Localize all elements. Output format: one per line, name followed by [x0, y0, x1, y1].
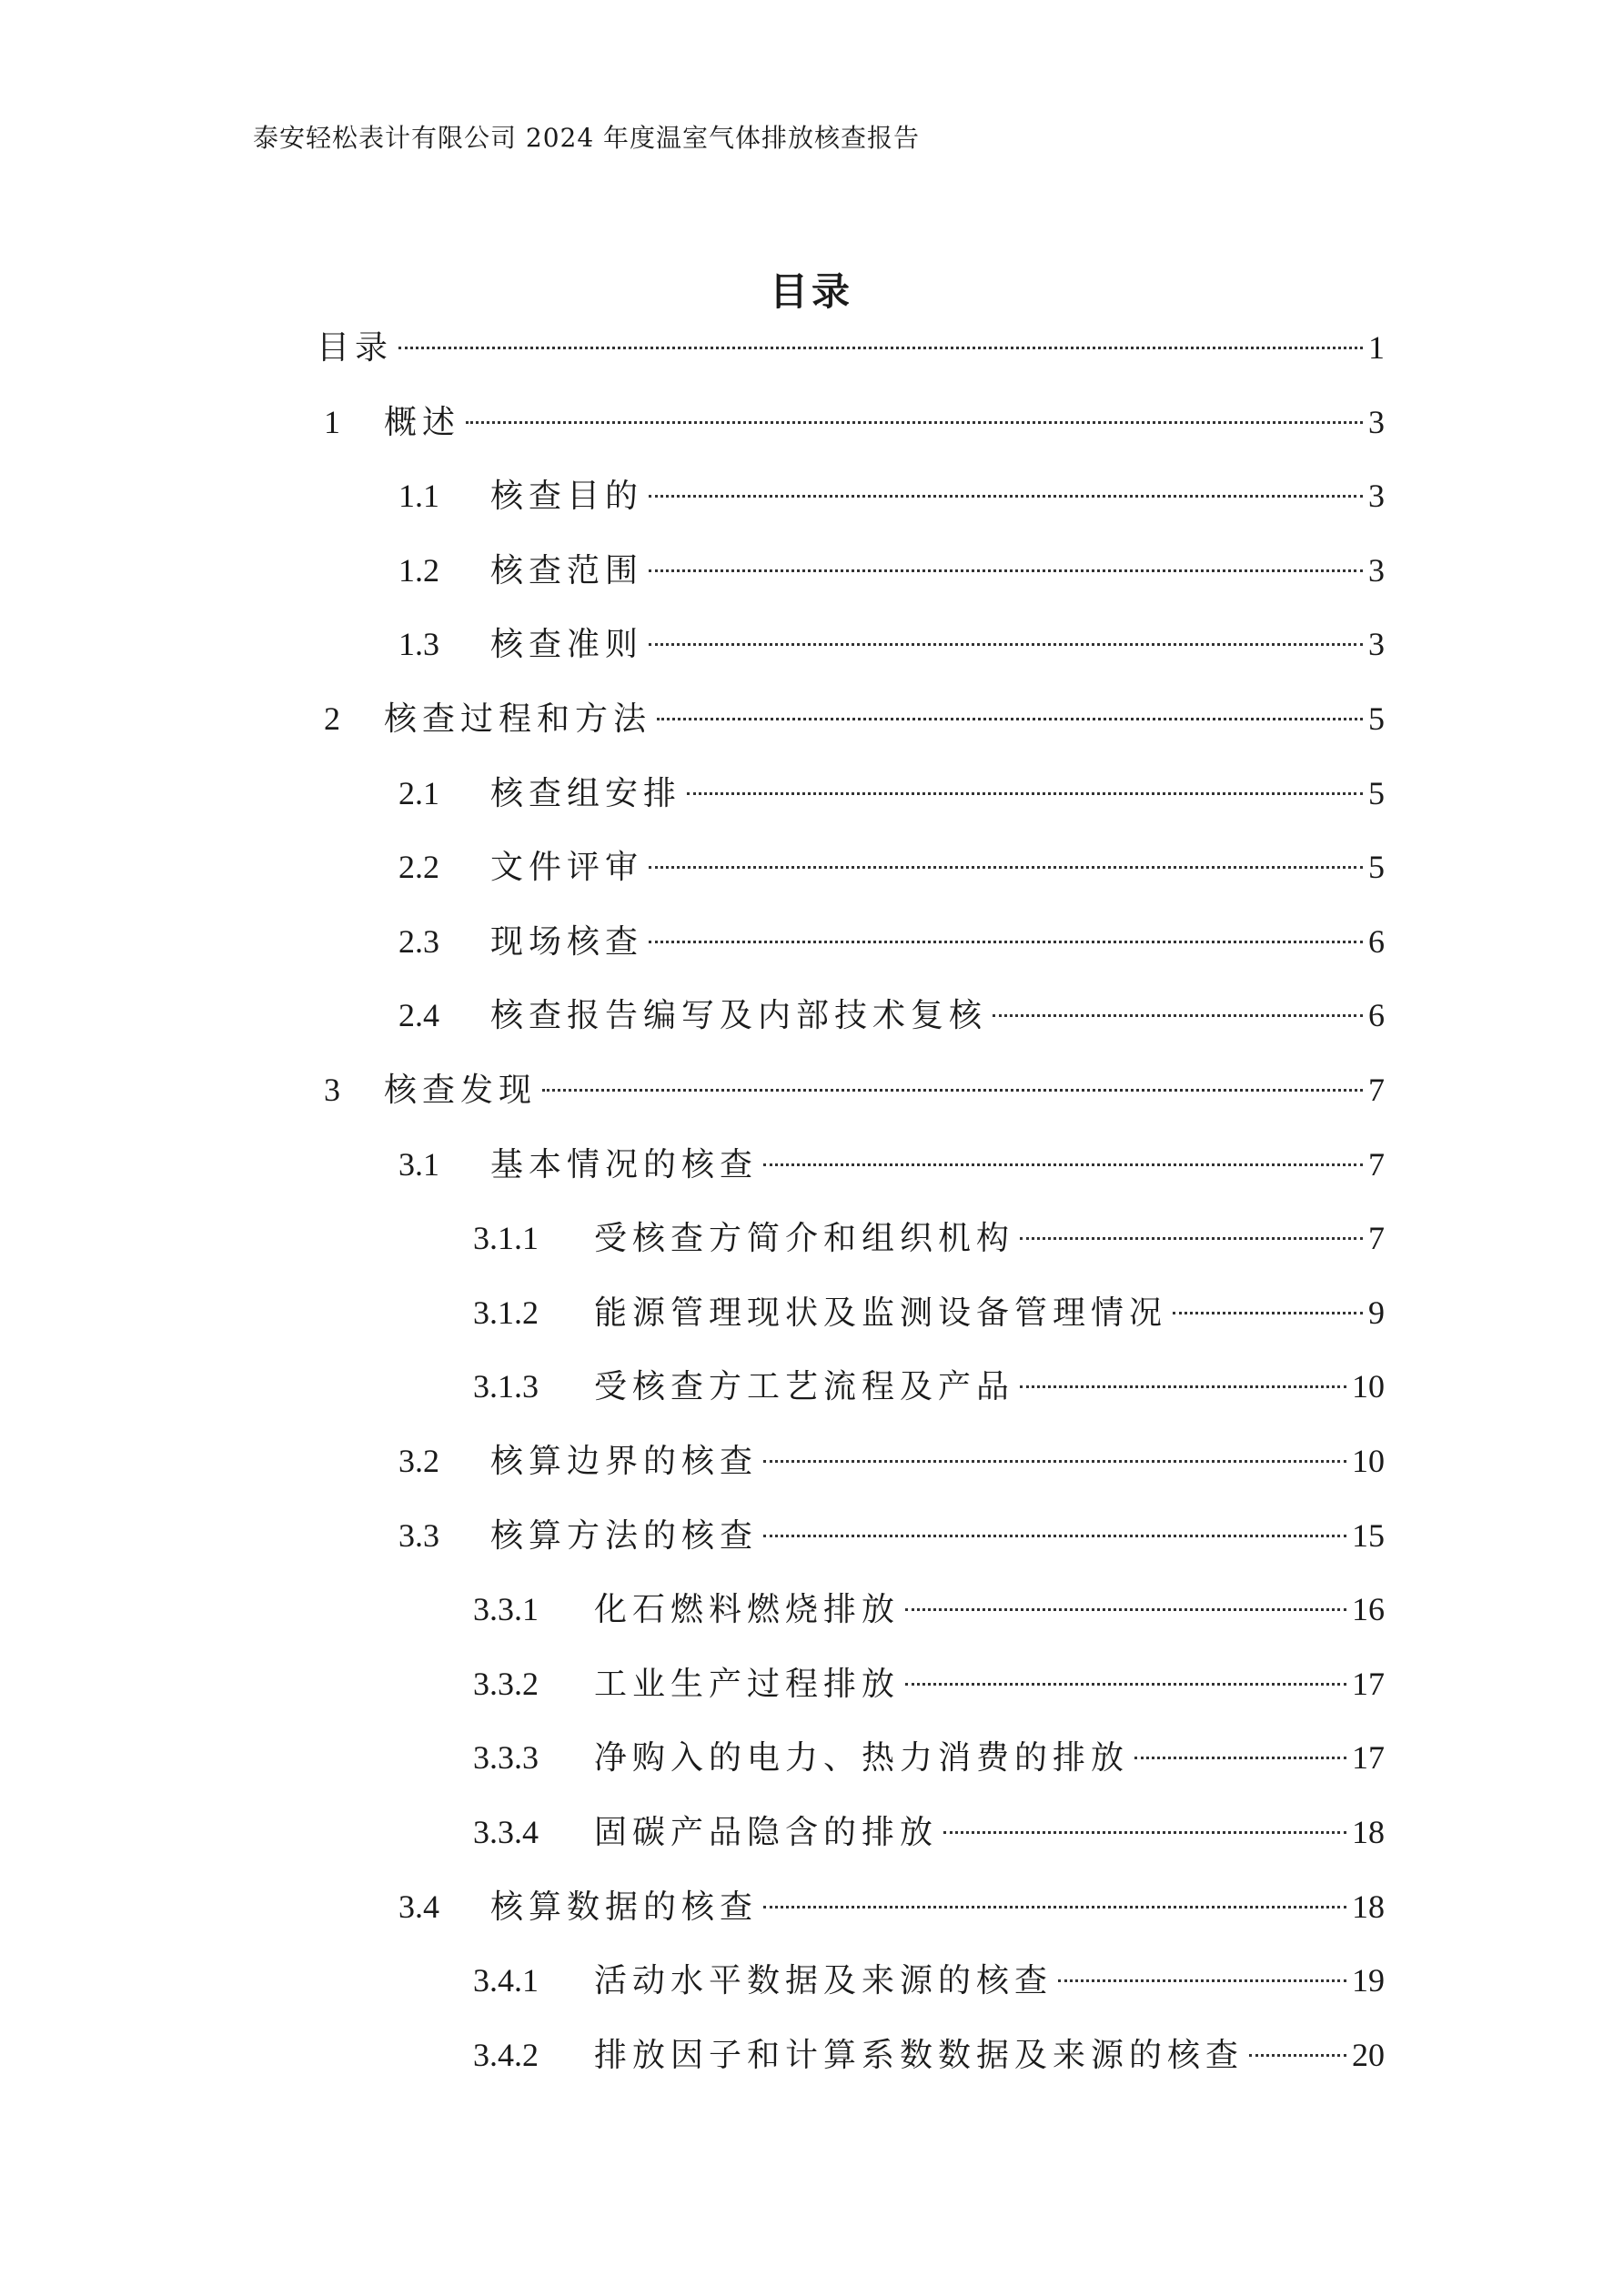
toc-dot-leader	[1020, 1237, 1363, 1240]
toc-entry-title: 排放因子和计算系数数据及来源的核查	[594, 2036, 1245, 2074]
toc-entry-title: 净购入的电力、热力消费的排放	[594, 1739, 1130, 1777]
toc-entry[interactable]	[0, 395, 1623, 449]
toc-dot-leader	[763, 1906, 1346, 1908]
toc-dot-leader	[398, 347, 1363, 349]
toc-entry-number: 3.4.2	[473, 2036, 539, 2073]
toc-dot-leader	[763, 1535, 1346, 1537]
toc-entry[interactable]	[0, 1508, 1623, 1563]
toc-dot-leader	[1058, 1979, 1346, 1982]
toc-entry-number: 2.3	[398, 922, 439, 960]
toc-entry[interactable]	[0, 1211, 1623, 1265]
toc-entry-page-number: 5	[1368, 700, 1385, 737]
toc-dot-leader	[542, 1089, 1363, 1092]
toc-entry-page-number: 9	[1368, 1294, 1385, 1331]
toc-entry[interactable]	[0, 988, 1623, 1042]
toc-entry-title: 能源管理现状及监测设备管理情况	[594, 1294, 1168, 1332]
toc-entry-page-number: 20	[1352, 2036, 1385, 2073]
toc-entry[interactable]	[0, 1582, 1623, 1636]
toc-dot-leader	[905, 1608, 1346, 1611]
toc-dot-leader	[943, 1831, 1346, 1834]
toc-entry[interactable]	[0, 1137, 1623, 1192]
toc-entry[interactable]	[0, 1285, 1623, 1340]
toc-entry-title: 核算数据的核查	[490, 1888, 759, 1926]
toc-entry-title: 概述	[384, 403, 461, 441]
toc-entry-title: 受核查方工艺流程及产品	[594, 1368, 1015, 1406]
toc-entry-title: 化石燃料燃烧排放	[594, 1591, 901, 1629]
toc-entry-number: 3	[324, 1072, 340, 1108]
toc-entry-page-number: 17	[1352, 1665, 1385, 1702]
toc-entry-page-number: 19	[1352, 1962, 1385, 1999]
toc-entry-page-number: 5	[1368, 849, 1385, 886]
toc-entry-number: 2	[324, 700, 340, 737]
toc-dot-leader	[763, 1460, 1346, 1463]
toc-dot-leader	[649, 495, 1363, 498]
toc-entry-title: 现场核查	[490, 922, 644, 961]
toc-entry[interactable]	[0, 914, 1623, 969]
toc-entry-title: 文件评审	[490, 849, 644, 887]
toc-entry-page-number: 18	[1352, 1814, 1385, 1850]
toc-entry[interactable]	[0, 320, 1623, 375]
toc-entry[interactable]	[0, 1953, 1623, 2008]
toc-entry[interactable]	[0, 691, 1623, 746]
toc-dot-leader	[905, 1683, 1346, 1686]
toc-entry-number: 1.1	[398, 478, 439, 515]
toc-entry-number: 3.3.4	[473, 1814, 539, 1850]
toc-dot-leader	[649, 941, 1363, 943]
toc-entry-number: 2.1	[398, 774, 439, 811]
toc-entry-page-number: 3	[1368, 403, 1385, 440]
toc-entry-number: 1	[324, 403, 340, 440]
toc-entry-page-number: 3	[1368, 551, 1385, 589]
toc-dot-leader	[1173, 1312, 1363, 1314]
toc-dot-leader	[1020, 1385, 1346, 1388]
toc-entry-title: 核查报告编写及内部技术复核	[490, 997, 988, 1035]
toc-dot-leader	[993, 1014, 1363, 1017]
toc-entry-page-number: 10	[1352, 1368, 1385, 1405]
toc-entry-page-number: 1	[1368, 329, 1385, 366]
toc-dot-leader	[763, 1163, 1363, 1166]
toc-dot-leader	[466, 421, 1363, 424]
toc-entry[interactable]	[0, 1805, 1623, 1859]
toc-entry-page-number: 6	[1368, 922, 1385, 960]
toc-entry[interactable]	[0, 840, 1623, 894]
toc-entry-number: 1.3	[398, 626, 439, 663]
toc-entry-title: 核查范围	[490, 551, 644, 589]
toc-entry-number: 3.3.1	[473, 1591, 539, 1628]
toc-entry-number: 3.4	[398, 1888, 439, 1925]
toc-entry[interactable]	[0, 1434, 1623, 1488]
page-header: 泰安轻松表计有限公司 2024 年度温室气体排放核查报告	[253, 123, 921, 153]
toc-entry[interactable]	[0, 1062, 1623, 1117]
toc-entry[interactable]	[0, 1359, 1623, 1414]
toc-entry-title: 固碳产品隐含的排放	[594, 1814, 939, 1851]
toc-entry[interactable]	[0, 766, 1623, 821]
toc-entry-page-number: 17	[1352, 1739, 1385, 1777]
toc-entry[interactable]	[0, 2028, 1623, 2082]
toc-dot-leader	[687, 792, 1363, 795]
toc-entry-title: 核查准则	[490, 626, 644, 664]
toc-entry-number: 2.2	[398, 849, 439, 886]
toc-entry[interactable]	[0, 1657, 1623, 1711]
toc-dot-leader	[657, 718, 1363, 720]
toc-entry-page-number: 7	[1368, 1145, 1385, 1183]
toc-entry[interactable]	[0, 468, 1623, 523]
toc-entry[interactable]	[0, 1730, 1623, 1785]
toc-entry-number: 3.4.1	[473, 1962, 539, 1999]
toc-dot-leader	[649, 866, 1363, 869]
toc-dot-leader	[649, 569, 1363, 572]
toc-entry[interactable]	[0, 1879, 1623, 1934]
toc-entry-number: 3.3.3	[473, 1739, 539, 1777]
toc-entry-title: 工业生产过程排放	[594, 1665, 901, 1703]
toc-entry-page-number: 7	[1368, 1072, 1385, 1108]
toc-entry-page-number: 10	[1352, 1443, 1385, 1479]
toc-entry-title: 核查目的	[490, 478, 644, 516]
toc-entry-number: 3.1.2	[473, 1294, 539, 1331]
toc-entry-title: 核算边界的核查	[490, 1443, 759, 1480]
toc-entry-title: 核查发现	[384, 1072, 538, 1109]
toc-entry-page-number: 15	[1352, 1516, 1385, 1554]
toc-entry-title: 核查过程和方法	[384, 700, 652, 738]
toc-entry-page-number: 3	[1368, 478, 1385, 515]
toc-entry-number: 3.3	[398, 1516, 439, 1554]
toc-entry-number: 1.2	[398, 551, 439, 589]
toc-entry-title: 核算方法的核查	[490, 1516, 759, 1555]
toc-entry-number: 3.3.2	[473, 1665, 539, 1702]
toc-entry-number: 3.1	[398, 1145, 439, 1183]
toc-entry-title: 核查组安排	[490, 774, 682, 812]
toc-entry[interactable]	[0, 543, 1623, 598]
toc-entry-number: 3.2	[398, 1443, 439, 1479]
toc-entry[interactable]	[0, 617, 1623, 671]
toc-entry-number: 3.1.1	[473, 1220, 539, 1257]
toc-dot-leader	[1134, 1757, 1346, 1759]
toc-entry-page-number: 6	[1368, 997, 1385, 1034]
toc-entry-number: 2.4	[398, 997, 439, 1034]
toc-entry-page-number: 16	[1352, 1591, 1385, 1628]
toc-entry-page-number: 7	[1368, 1220, 1385, 1257]
toc-entry-title: 基本情况的核查	[490, 1145, 759, 1183]
toc-heading: 目录	[769, 269, 853, 314]
toc-entry-page-number: 5	[1368, 774, 1385, 811]
toc-entry-title: 目录	[317, 329, 394, 367]
toc-entry-title: 活动水平数据及来源的核查	[594, 1962, 1053, 2000]
toc-entry-title: 受核查方简介和组织机构	[594, 1220, 1015, 1258]
toc-dot-leader	[649, 643, 1363, 646]
toc-entry-page-number: 3	[1368, 626, 1385, 663]
toc-entry-number: 3.1.3	[473, 1368, 539, 1405]
toc-dot-leader	[1249, 2054, 1346, 2057]
toc-entry-page-number: 18	[1352, 1888, 1385, 1925]
